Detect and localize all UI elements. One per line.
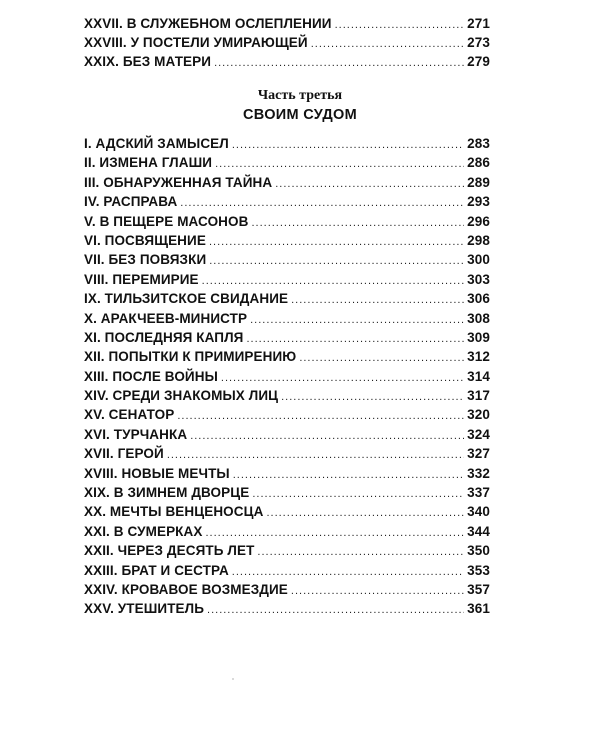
toc-entry-title: VII. БЕЗ ПОВЯЗКИ bbox=[84, 252, 207, 268]
toc-entry bbox=[84, 134, 490, 153]
toc-entry-title: XVII. ГЕРОЙ bbox=[84, 446, 164, 462]
toc-entry-title: XI. ПОСЛЕДНЯЯ КАПЛЯ bbox=[84, 329, 244, 345]
toc-entry-title: IV. РАСПРАВА bbox=[84, 194, 178, 210]
toc-entry-title: XX. МЕЧТЫ ВЕНЦЕНОСЦА bbox=[84, 504, 264, 520]
toc-entry bbox=[84, 405, 490, 424]
toc-entry-title: XV. СЕНАТОР bbox=[84, 407, 175, 423]
toc-entry bbox=[84, 309, 490, 328]
toc-entry-page: 324 bbox=[467, 426, 490, 442]
toc-entry-page: 337 bbox=[467, 485, 490, 501]
toc-entry-title: III. ОБНАРУЖЕННАЯ ТАЙНА bbox=[84, 174, 273, 190]
toc-entry bbox=[84, 386, 490, 405]
toc-entry-page: 353 bbox=[467, 562, 490, 578]
toc-entry bbox=[84, 599, 490, 618]
toc-entry-page: 298 bbox=[467, 232, 490, 248]
toc-entry-page: 308 bbox=[467, 310, 490, 326]
toc-entry bbox=[84, 192, 490, 211]
toc-entry-page: 293 bbox=[467, 194, 490, 210]
toc-entry-page: 303 bbox=[467, 271, 490, 287]
dot-leader bbox=[232, 136, 464, 155]
toc-entry-title: V. В ПЕЩЕРЕ МАСОНОВ bbox=[84, 213, 249, 229]
toc-entry-title: XIII. ПОСЛЕ ВОЙНЫ bbox=[84, 368, 218, 384]
dot-leader bbox=[209, 252, 464, 271]
dot-leader bbox=[257, 543, 464, 562]
toc-entry-title: XXII. ЧЕРЕЗ ДЕСЯТЬ ЛЕТ bbox=[84, 543, 255, 559]
dot-leader bbox=[299, 349, 464, 368]
dot-leader bbox=[251, 214, 464, 233]
dot-leader bbox=[266, 504, 464, 523]
toc-entry bbox=[84, 522, 490, 541]
toc-entry-title: XXVII. В СЛУЖЕБНОМ ОСЛЕПЛЕНИИ bbox=[84, 16, 332, 31]
dot-leader bbox=[190, 427, 464, 446]
dot-leader bbox=[281, 388, 464, 407]
toc-entry-page: 312 bbox=[467, 349, 490, 365]
toc-entry-title: XVI. ТУРЧАНКА bbox=[84, 426, 188, 442]
dot-leader bbox=[250, 311, 464, 330]
toc-entry bbox=[84, 541, 490, 560]
toc-entry-title: II. ИЗМЕНА ГЛАШИ bbox=[84, 155, 213, 171]
toc-entry-page: 279 bbox=[467, 54, 490, 69]
toc-entry bbox=[84, 212, 490, 231]
toc-entry bbox=[84, 52, 490, 71]
toc-entry-title: XIV. СРЕДИ ЗНАКОМЫХ ЛИЦ bbox=[84, 388, 279, 404]
dot-leader bbox=[252, 485, 464, 504]
toc-entry-page: 289 bbox=[467, 174, 490, 190]
toc-entry-page: 271 bbox=[467, 16, 490, 31]
toc-part-three bbox=[84, 134, 490, 619]
toc-entry-page: 283 bbox=[467, 136, 490, 151]
toc-entry bbox=[84, 444, 490, 463]
toc-entry bbox=[84, 270, 490, 289]
toc-entry bbox=[84, 153, 490, 172]
toc-entry-page: 327 bbox=[467, 446, 490, 462]
toc-entry-title: VI. ПОСВЯЩЕНИЕ bbox=[84, 232, 206, 248]
toc-entry-page: 344 bbox=[467, 523, 490, 539]
toc-entry bbox=[84, 483, 490, 502]
toc-entry bbox=[84, 173, 490, 192]
dot-leader bbox=[291, 291, 464, 310]
dot-leader bbox=[335, 16, 465, 35]
toc-entry bbox=[84, 367, 490, 386]
toc-entry-title: XXIV. КРОВАВОЕ ВОЗМЕЗДИЕ bbox=[84, 581, 288, 597]
toc-entry-title: XVIII. НОВЫЕ МЕЧТЫ bbox=[84, 465, 230, 481]
toc-entry-page: 357 bbox=[467, 581, 490, 597]
paper-speck bbox=[232, 678, 234, 680]
dot-leader bbox=[177, 407, 464, 426]
toc-entry bbox=[84, 425, 490, 444]
toc-entry bbox=[84, 328, 490, 347]
toc-entry-page: 350 bbox=[467, 543, 490, 559]
part-title: СВОИМ СУДОМ bbox=[243, 107, 357, 123]
toc-entry bbox=[84, 347, 490, 366]
toc-entry-page: 317 bbox=[467, 388, 490, 404]
toc-entry bbox=[84, 33, 490, 52]
toc-entry-title: XIX. В ЗИМНЕМ ДВОРЦЕ bbox=[84, 485, 250, 501]
toc-entry-page: 361 bbox=[467, 601, 490, 617]
toc-entry-page: 273 bbox=[467, 35, 490, 50]
toc-entry-title: XXV. УТЕШИТЕЛЬ bbox=[84, 601, 205, 617]
toc-entry-page: 332 bbox=[467, 465, 490, 481]
toc-entry-title: XXIX. БЕЗ МАТЕРИ bbox=[84, 54, 212, 69]
toc-entry-title: VIII. ПЕРЕМИРИЕ bbox=[84, 271, 199, 287]
toc-entry-page: 320 bbox=[467, 407, 490, 423]
toc-entry-page: 296 bbox=[467, 213, 490, 229]
dot-leader bbox=[291, 582, 464, 601]
dot-leader bbox=[207, 601, 464, 620]
toc-entry-page: 306 bbox=[467, 291, 490, 307]
toc-entry bbox=[84, 250, 490, 269]
toc-previous-part bbox=[84, 14, 490, 71]
toc-entry bbox=[84, 502, 490, 521]
dot-leader bbox=[209, 233, 464, 252]
toc-entry bbox=[84, 14, 490, 33]
dot-leader bbox=[311, 35, 464, 54]
dot-leader bbox=[233, 466, 464, 485]
dot-leader bbox=[214, 54, 464, 73]
toc-entry-page: 300 bbox=[467, 252, 490, 268]
toc-entry-title: XXIII. БРАТ И СЕСТРА bbox=[84, 562, 229, 578]
toc-entry-title: I. АДСКИЙ ЗАМЫСЕЛ bbox=[84, 136, 229, 151]
toc-entry-title: XXI. В СУМЕРКАХ bbox=[84, 523, 203, 539]
toc-entry bbox=[84, 580, 490, 599]
toc-entry bbox=[84, 231, 490, 250]
toc-entry-title: IX. ТИЛЬЗИТСКОЕ СВИДАНИЕ bbox=[84, 291, 289, 307]
part-label: Часть третья bbox=[257, 88, 343, 103]
toc-entry bbox=[84, 561, 490, 580]
toc-entry-title: XII. ПОПЫТКИ К ПРИМИРЕНИЮ bbox=[84, 349, 297, 365]
toc-entry bbox=[84, 289, 490, 308]
toc-entry-page: 309 bbox=[467, 329, 490, 345]
toc-entry-page: 314 bbox=[467, 368, 490, 384]
toc-entry bbox=[84, 464, 490, 483]
toc-entry-page: 340 bbox=[467, 504, 490, 520]
toc-entry-page: 286 bbox=[467, 155, 490, 171]
toc-entry-title: X. АРАКЧЕЕВ-МИНИСТР bbox=[84, 310, 248, 326]
dot-leader bbox=[275, 175, 464, 194]
toc-entry-title: XXVIII. У ПОСТЕЛИ УМИРАЮЩЕЙ bbox=[84, 35, 308, 50]
